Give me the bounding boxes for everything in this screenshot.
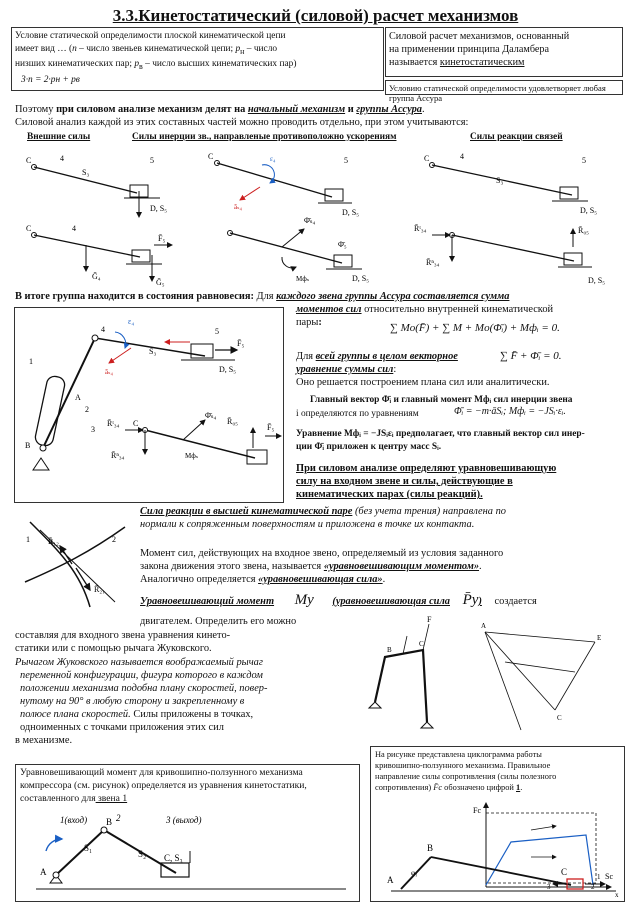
intro-line-2: Силовой анализ каждой из этих составных частей можно проводить отдельно, при этом учитываются: — [15, 117, 469, 128]
crank-slider-box — [15, 764, 360, 902]
svg-text:C: C — [424, 154, 430, 163]
svg-text:Mфₛ: Mфₛ — [185, 452, 199, 460]
zhuk-plain-7: в механизме. — [15, 735, 73, 746]
svg-text:1: 1 — [26, 535, 30, 544]
kin-line-3: называется кинетостатическим — [389, 57, 525, 68]
sketch-inertia-2 — [228, 216, 370, 283]
balancing-line-2: силу на входном звене и силы, действующие в — [296, 476, 513, 487]
main-vector-line-2: i определяются по уравнениям — [296, 409, 419, 419]
svg-text:2: 2 — [591, 883, 595, 891]
svg-text:F̄₅: F̄₅ — [158, 234, 166, 243]
head-reaction: Силы реакции связей — [470, 132, 563, 142]
zhuk-plain-3: статики или с помощью рычага Жуковского. — [15, 643, 212, 654]
svg-text:D, S₅: D, S₅ — [342, 208, 360, 217]
equilibrium-line-2: моментов сил относительно внутренней кинематической — [296, 304, 554, 315]
svg-text:E: E — [597, 634, 602, 642]
svg-text:Ḡ₄: Ḡ₄ — [92, 272, 101, 281]
svg-text:C: C — [133, 419, 139, 428]
cyclo-line-2: кривошипно-ползунного механизма. Правильное — [375, 761, 551, 770]
svg-text:C: C — [561, 867, 568, 877]
svg-text:Φ̄₅: Φ̄₅ — [338, 240, 347, 249]
force-sketches — [12, 145, 624, 290]
svg-text:A: A — [481, 622, 487, 630]
reaction-line-2: нормали к сопряженным поверхностям и приложена в точке их контакта. — [140, 519, 475, 530]
svg-text:5: 5 — [150, 156, 154, 165]
sketch-external-1 — [26, 154, 167, 217]
kinetostatic-def-box — [385, 27, 623, 77]
svg-text:B: B — [25, 441, 31, 450]
moment-line-3: Аналогично определяется «уравновешивающая сила». — [140, 574, 386, 585]
svg-text:ε₄: ε₄ — [128, 317, 135, 326]
svg-text:R̄ᵗ₃₄: R̄ᵗ₃₄ — [107, 419, 120, 428]
sketch-reaction-2 — [414, 224, 605, 285]
svg-text:A: A — [387, 875, 394, 885]
cyclo-line-1: На рисунке представлена циклограмма работы — [375, 750, 542, 759]
svg-text:Mфₛ: Mфₛ — [296, 275, 310, 283]
svg-text:1: 1 — [597, 873, 601, 881]
svg-text:R̄₀₅: R̄₀₅ — [578, 226, 589, 235]
vector-equation: ∑ F̄ + Φ̄ᵢ = 0. — [500, 350, 562, 362]
zhuk-plain-2: составляя для входного звена уравнения кинето- — [15, 630, 231, 641]
static-formula: 3·n = 2·pн + pв — [21, 74, 80, 85]
svg-text:φ₁: φ₁ — [411, 869, 418, 877]
svg-text:B: B — [427, 843, 434, 853]
svg-text:C: C — [208, 152, 214, 161]
balancing-line-3: кинематических парах (силы реакций). — [296, 489, 483, 500]
eqn-note-1: Уравнение Mфᵢ = −JSᵢεᵢ предполагает, что главный вектор сил инер- — [296, 429, 585, 439]
svg-text:D, S₅: D, S₅ — [352, 274, 370, 283]
svg-text:5: 5 — [344, 156, 348, 165]
svg-text:3: 3 — [547, 883, 551, 891]
kin-line-2: на применении принципа Даламбера — [389, 44, 550, 55]
svg-text:4: 4 — [101, 325, 105, 334]
zhuk-italic-5: полюсе плана скоростей. Силы приложены в точках, — [20, 709, 254, 720]
sketch-reaction-1 — [424, 152, 597, 215]
cyclo-line-4: сопротивления) F̄c обозначено цифрой 1. — [375, 783, 523, 792]
svg-text:3 (выход): 3 (выход) — [166, 815, 202, 825]
svg-text:2: 2 — [112, 535, 116, 544]
zhukovsky-lever-sketches — [345, 612, 625, 737]
crank-slider-sketch — [16, 765, 359, 901]
assur-group-figure — [14, 307, 284, 503]
svg-text:B: B — [387, 646, 392, 654]
svg-text:2: 2 — [85, 405, 89, 414]
svg-text:1: 1 — [29, 357, 33, 366]
equilibrium-line-3: пары: — [296, 317, 322, 328]
balancing-line-1: При силовом анализе определяют уравновешивающую — [296, 463, 557, 474]
assur-group-sketch — [15, 308, 283, 502]
svg-text:S₁: S₁ — [84, 843, 93, 853]
svg-text:F: F — [427, 615, 432, 624]
main-vector-equation: Φ̄ᵢ = −m·āSᵢ; Mфᵢ = −JSᵢ·εᵢ. — [454, 406, 566, 417]
svg-text:1(вход): 1(вход) — [60, 815, 88, 825]
svg-text:āₛ₄: āₛ₄ — [234, 203, 242, 211]
cyclo-line-3: направление силы сопротивления (силы полезного — [375, 772, 557, 781]
group-line-2: уравнение суммы сил: — [296, 364, 397, 375]
cyclogram-sketch — [371, 747, 624, 901]
svg-text:C: C — [557, 714, 562, 722]
static-condition-box — [11, 27, 384, 91]
svg-text:Ḡ₅: Ḡ₅ — [156, 278, 165, 287]
svg-text:R̄₁₂: R̄₁₂ — [48, 537, 59, 546]
bal-moment-line: Уравновешивающий момент My (уравновешивающая сила P̄y) создается — [140, 592, 537, 608]
svg-text:5: 5 — [582, 156, 586, 165]
svg-text:C, S₃: C, S₃ — [164, 853, 183, 863]
svg-text:āₛ₄: āₛ₄ — [105, 368, 113, 376]
sketch-external-2 — [26, 224, 172, 287]
crank-line-1: Уравновешивающий момент для кривошипно-ползунного механизма — [20, 767, 303, 778]
head-inertia: Силы инерции зв., направленые противоположно ускорениям — [132, 132, 397, 142]
svg-text:S₃: S₃ — [82, 168, 90, 177]
main-vector-line-1: Главный вектор Φ̄ᵢ и главный момент Mфᵢ сил инерции звена — [310, 395, 573, 405]
svg-text:Φ̄ₛ₄: Φ̄ₛ₄ — [205, 411, 217, 420]
svg-text:D, S₅: D, S₅ — [580, 206, 598, 215]
svg-text:A: A — [75, 393, 81, 402]
static-line-2: имеет вид … (n – число звеньев кинематической цепи; $p_н$ – число — [15, 43, 278, 56]
crank-line-3: составленного для звена 1 — [20, 793, 128, 804]
zhuk-italic-1: Рычагом Жуковского называется воображаемый рычаг — [15, 657, 263, 668]
moment-line-2: закона движения этого звена, называется «уравновешивающим моментом». — [140, 561, 482, 572]
eqn-note-2: ции Φ̄ᵢ приложен к центру масс Sᵢ. — [296, 442, 442, 452]
zhuk-plain-6: одноименных с точками приложения этих сил — [20, 722, 224, 733]
static-line-1: Условие статической определимости плоской кинематической цепи — [15, 31, 286, 41]
svg-text:Fc: Fc — [473, 806, 481, 815]
svg-text:D, S₅: D, S₅ — [219, 365, 237, 374]
svg-text:4: 4 — [460, 152, 464, 161]
head-external: Внешние силы — [27, 132, 91, 142]
kin-line-1: Силовой расчет механизмов, основанный — [389, 31, 570, 42]
svg-text:B: B — [106, 817, 113, 827]
svg-text:4: 4 — [60, 154, 64, 163]
svg-text:Sc: Sc — [605, 872, 613, 881]
svg-text:C: C — [26, 156, 32, 165]
higher-pair-sketch — [20, 512, 130, 612]
svg-text:S₃: S₃ — [496, 176, 504, 185]
svg-text:C: C — [419, 640, 424, 648]
zhuk-italic-2: переменной конфигурации, фигура которого в каждом — [20, 670, 263, 681]
svg-text:F̄₅: F̄₅ — [237, 339, 245, 348]
svg-text:F̄₅: F̄₅ — [267, 423, 275, 432]
svg-text:D, S₅: D, S₅ — [588, 276, 606, 285]
svg-text:R̄ⁿ₃₄: R̄ⁿ₃₄ — [426, 258, 440, 267]
svg-text:R̄₂₁: R̄₂₁ — [94, 585, 105, 594]
svg-text:R̄ᵗ₃₄: R̄ᵗ₃₄ — [414, 224, 427, 233]
assur-condition-box: Условию статической определимости удовлетворяет любая группа Ассура — [385, 80, 623, 95]
svg-text:D, S₅: D, S₅ — [150, 204, 168, 213]
group-line-1: Для всей группы в целом векторное — [296, 351, 458, 362]
svg-text:R̄₀₅: R̄₀₅ — [227, 417, 238, 426]
svg-text:Φ̄ₛ₄: Φ̄ₛ₄ — [304, 216, 316, 225]
svg-text:5: 5 — [215, 327, 219, 336]
moment-line-1: Момент сил, действующих на входное звено, определяемый из условия заданного — [140, 548, 504, 559]
svg-text:C: C — [26, 224, 32, 233]
equilibrium-line-1: В итоге группа находится в состояния равновесия: Для каждого звена группы Ассура составляется сумма — [15, 291, 510, 302]
svg-text:A: A — [40, 867, 47, 877]
svg-text:ε₄: ε₄ — [270, 155, 276, 163]
zhuk-plain-1: двигателем. Определить его можно — [140, 616, 297, 627]
page-title: 3.3.Кинетостатический (силовой) расчет механизмов — [112, 6, 519, 25]
zhuk-italic-4: нутому на 90° в любую сторону и закрепленному в — [20, 696, 245, 707]
intro-line-1: Поэтому при силовом анализе механизм делят на начальный механизм и группы Ассура. — [15, 104, 425, 115]
sketch-inertia-1 — [208, 152, 359, 217]
svg-text:R̄ⁿ₃₄: R̄ⁿ₃₄ — [111, 451, 125, 460]
svg-text:S₃: S₃ — [149, 347, 157, 356]
svg-text:S₂: S₂ — [138, 849, 147, 859]
moment-equation: ∑ Mо(F̄) + ∑ M + Mо(Φ̄ᵢ) + Mфᵢ = 0. — [390, 322, 560, 334]
reaction-line-1: Сила реакции в высшей кинематической паре (без учета трения) направлена по — [140, 506, 506, 517]
svg-text:2: 2 — [116, 813, 121, 823]
svg-text:4: 4 — [72, 224, 76, 233]
cyclogram-box — [370, 746, 625, 902]
crank-line-2: компрессора (см. рисунок) определяется из уравнения кинетостатики, — [20, 780, 307, 791]
svg-text:3: 3 — [91, 425, 95, 434]
zhuk-italic-3: положении механизма подобна плану скоростей, повер- — [20, 683, 268, 694]
svg-text:x: x — [615, 891, 619, 899]
static-line-3: низших кинематических пар; $p_в$ – число высших кинематических пар) — [15, 59, 297, 71]
group-line-3: Оно решается построением плана сил или аналитически. — [296, 377, 550, 388]
